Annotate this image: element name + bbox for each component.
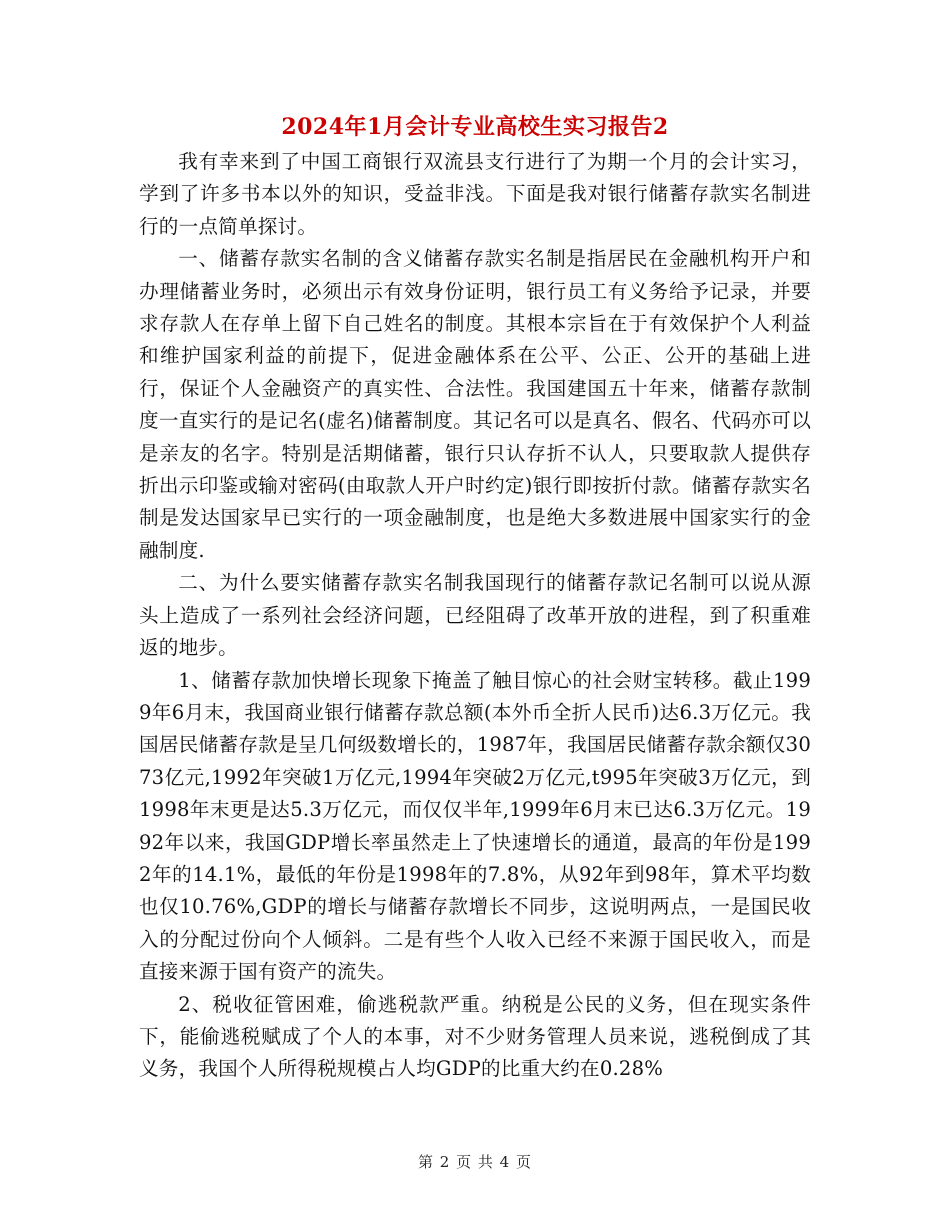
paragraph-point-2: 2、税收征管困难，偷逃税款严重。纳税是公民的义务，但在现实条件下，能偷逃税赋成了个人的本事，对不少财务管理人员来说，逃税倒成了其义务，我国个人所得税规模占人均GDP的比重大约在0.28% (139, 992, 811, 1081)
document-title: 2024年1月会计专业高校生实习报告2 (281, 114, 669, 140)
paragraph-intro: 我有幸来到了中国工商银行双流县支行进行了为期一个月的会计实习，学到了许多书本以外的知识，受益非浅。下面是我对银行储蓄存款实名制进行的一点简单探讨。 (139, 150, 811, 238)
paragraph-section-2: 二、为什么要实储蓄存款实名制我国现行的储蓄存款记名制可以说从源头上造成了一系列社会经济问题，已经阻碍了改革开放的进程，到了积重难返的地步。 (139, 571, 811, 660)
document-body (139, 146, 811, 1086)
paragraph-point-1: 1、储蓄存款加快增长现象下掩盖了触目惊心的社会财宝转移。截止1999年6月末，我国商业银行储蓄存款总额(本外币全折人民币)达6.3万亿元。我国居民储蓄存款是呈几何级数增长的，1987年，我国居民储蓄存款余额仅3073亿元,1992年突破1万亿元,1994年突破2万亿元,t995年突破3万亿元，到1998年末更是达5.3万亿元，而仅仅半年,1999年6月末已达6.3万亿元。1992年以来，我国GDP增长率虽然走上了快速增长的通道，最高的年份是1992年的14.1%，最低的年份是1998年的7.8%，从92年到98年，算术平均数也仅10.76%,GDP的增长与储蓄存款增长不同步，这说明两点，一是国民收入的分配过份向个人倾斜。二是有些个人收入已经不来源于国民收入，而是直接来源于国有资产的流失。 (139, 668, 811, 984)
paragraph-section-1: 一、储蓄存款实名制的含义储蓄存款实名制是指居民在金融机构开户和办理储蓄业务时，必须出示有效身份证明，银行员工有义务给予记录，并要求存款人在存单上留下自己姓名的制度。其根本宗旨在于有效保护个人利益和维护国家利益的前提下，促进金融体系在公平、公正、公开的基础上进行，保证个人金融资产的真实性、合法性。我国建国五十年来，储蓄存款制度一直实行的是记名(虚名)储蓄制度。其记名可以是真名、假名、代码亦可以是亲友的名字。特别是活期储蓄，银行只认存折不认人，只要取款人提供存折出示印鉴或输对密码(由取款人开户时约定)银行即按折付款。储蓄存款实名制是发达国家早已实行的一项金融制度，也是绝大多数进展中国家实行的金融制度. (139, 247, 811, 562)
page-number-footer: 第 2 页 共 4 页 (418, 1153, 532, 1171)
